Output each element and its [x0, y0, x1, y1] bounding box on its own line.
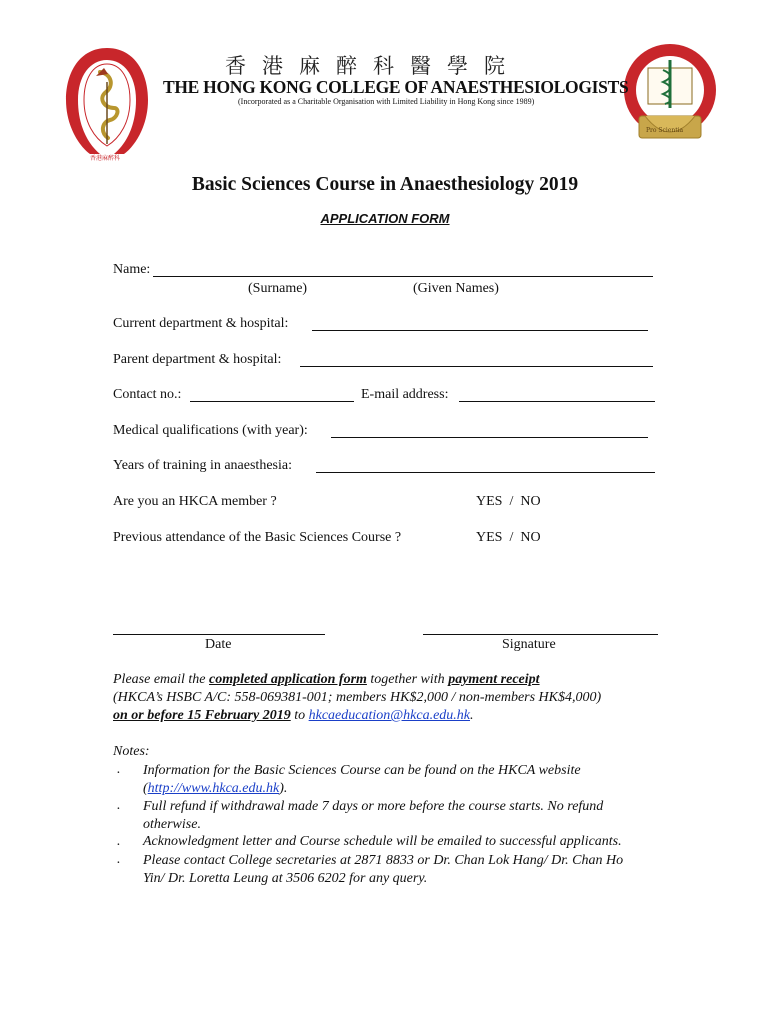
signature-field[interactable]: [423, 618, 658, 635]
contact-field[interactable]: [190, 385, 354, 402]
signature-label: Signature: [502, 637, 556, 652]
note-4-line-1: Please contact College secretaries at 2871 8833 or Dr. Chan Lok Hang/ Dr. Chan Ho: [143, 853, 624, 868]
given-names-label: (Given Names): [413, 281, 499, 296]
form-subtitle: APPLICATION FORM: [320, 211, 450, 226]
note-4: [143, 852, 703, 888]
email-field[interactable]: [459, 385, 655, 402]
note-3: Acknowledgment letter and Course schedule will be emailed to successful applicants.: [143, 834, 622, 849]
note-1-line-1: Information for the Basic Sciences Course can be found on the HKCA website: [143, 763, 581, 778]
training-field[interactable]: [316, 456, 655, 473]
email-link[interactable]: hkcaeducation@hkca.edu.hk: [308, 708, 470, 723]
svg-text:香港麻醉科: 香港麻醉科: [90, 155, 121, 162]
note-2: [143, 798, 703, 834]
training-label: Years of training in anaesthesia:: [113, 458, 292, 473]
note-1-paren-close: ).: [279, 781, 288, 796]
name-field[interactable]: [153, 260, 653, 277]
instr-deadline: on or before 15 February 2019: [113, 708, 291, 723]
page-title: Basic Sciences Course in Anaesthesiology 2019: [191, 174, 579, 195]
attendance-question: Previous attendance of the Basic Sciences Course ?: [113, 530, 402, 545]
parent-dept-label: Parent department & hospital:: [113, 352, 282, 367]
instr-to: to: [290, 708, 309, 723]
note-bullet-2: .: [117, 798, 121, 813]
member-yes-no[interactable]: YES / NO: [476, 494, 541, 509]
member-question: Are you an HKCA member ?: [113, 494, 277, 509]
instr-account: (HKCA’s HSBC A/C: 558-069381-001; members HK$2,000 / non-members HK$4,000): [113, 690, 602, 705]
notes-heading: Notes:: [113, 744, 150, 759]
note-1: [143, 762, 703, 798]
instr-period: .: [470, 708, 474, 723]
instr-text-2: together with: [366, 672, 449, 687]
email-label: E-mail address:: [361, 387, 449, 402]
note-bullet-4: .: [117, 852, 121, 867]
note-4-line-2: Yin/ Dr. Loretta Leung at 3506 6202 for any query.: [143, 871, 428, 886]
current-dept-field[interactable]: [312, 314, 648, 331]
note-2-line-1: Full refund if withdrawal made 7 days or more before the course starts. No refund: [143, 799, 604, 814]
name-label: Name:: [113, 262, 151, 277]
hkca-logo: [60, 42, 155, 162]
current-dept-label: Current department & hospital:: [113, 316, 289, 331]
website-link[interactable]: http://www.hkca.edu.hk: [147, 781, 280, 796]
surname-label: (Surname): [248, 281, 308, 296]
college-name: THE HONG KONG COLLEGE OF ANAESTHESIOLOGISTS: [163, 77, 629, 97]
instr-text-1: Please email the: [113, 672, 210, 687]
date-label: Date: [205, 637, 232, 652]
qualifications-label: Medical qualifications (with year):: [113, 423, 308, 438]
note-bullet-1: .: [117, 762, 121, 777]
svg-text:Pro Scientia: Pro Scientia: [646, 127, 684, 134]
instructions: [113, 671, 683, 725]
incorporation-note: (Incorporated as a Charitable Organisation with Limited Liability in Hong Kong since 1989): [238, 97, 535, 106]
date-field[interactable]: [113, 618, 325, 635]
qualifications-field[interactable]: [331, 421, 648, 438]
hkam-logo: [615, 38, 725, 153]
parent-dept-field[interactable]: [300, 350, 653, 367]
attendance-yes-no[interactable]: YES / NO: [476, 530, 541, 545]
note-2-line-2: otherwise.: [143, 817, 201, 832]
instr-completed-form: completed application form: [209, 672, 367, 687]
college-chinese-name: 香港麻醉科醫學院: [225, 54, 521, 78]
contact-label: Contact no.:: [113, 387, 182, 402]
note-1-paren-open: (: [143, 781, 148, 796]
note-bullet-3: .: [117, 834, 121, 849]
instr-payment-receipt: payment receipt: [448, 672, 540, 687]
